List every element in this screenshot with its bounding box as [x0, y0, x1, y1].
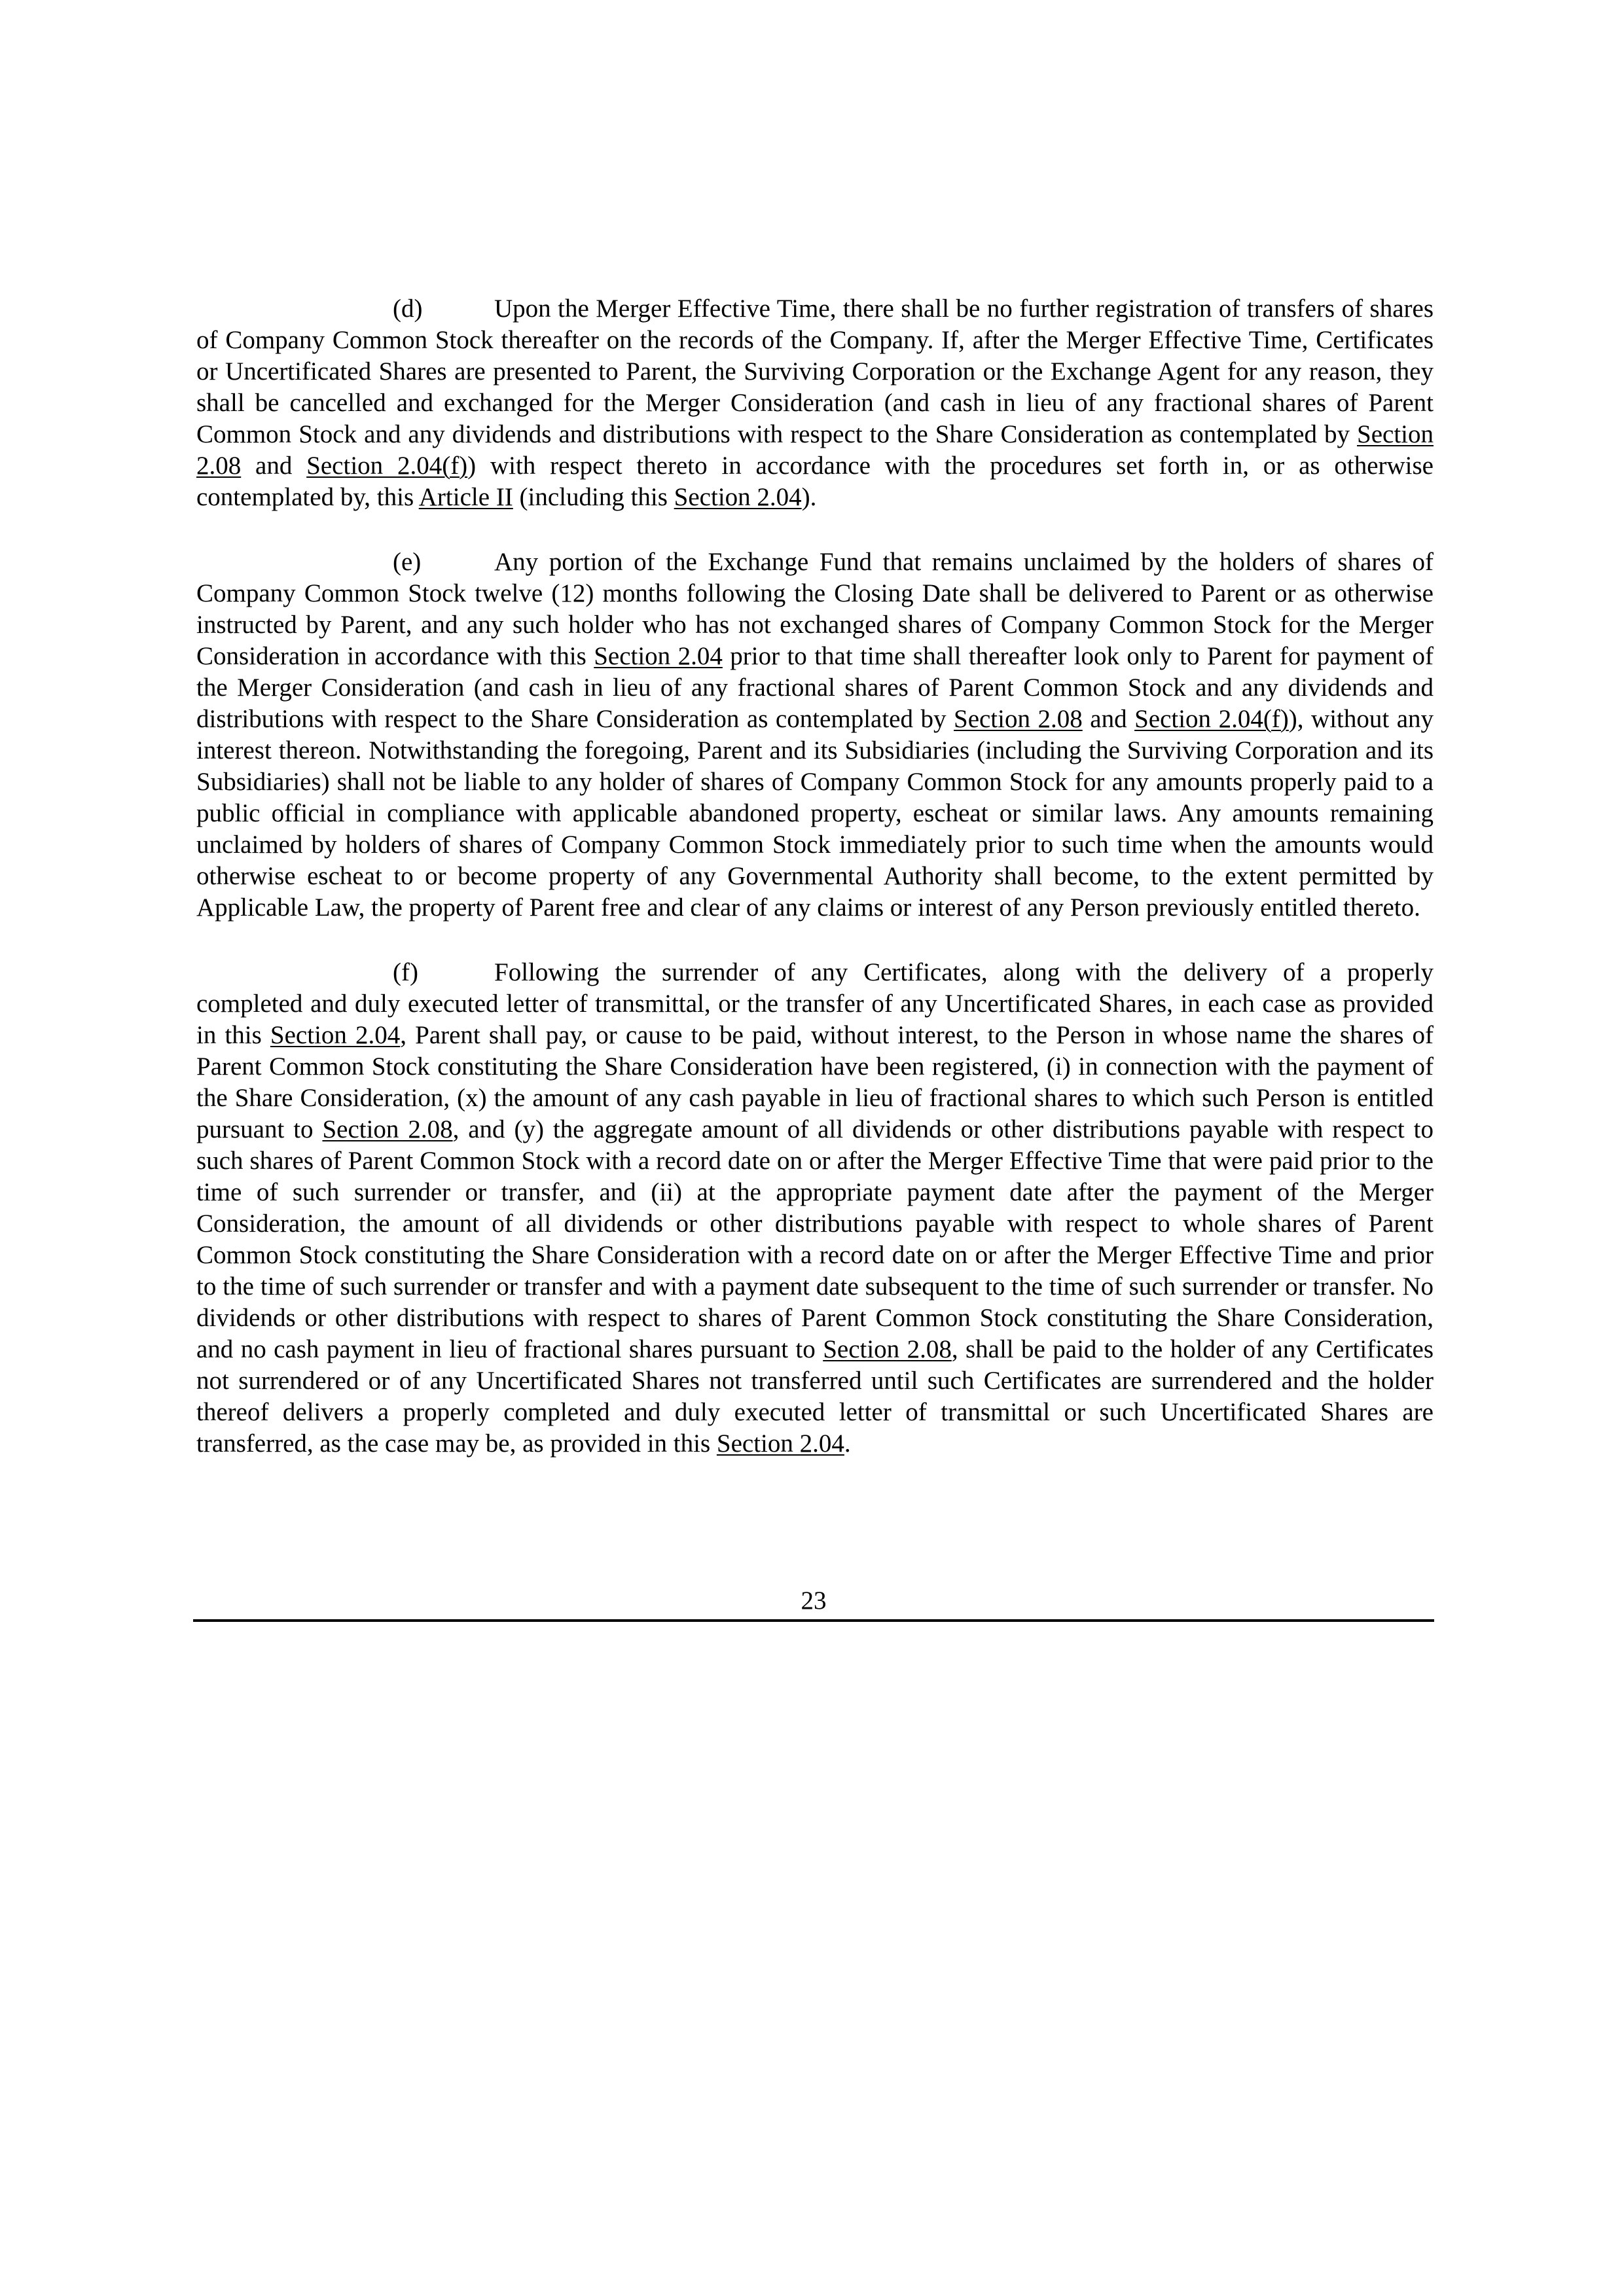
paragraph-d [196, 293, 1434, 513]
paragraph-text-run: ) with respect thereto in accordance with the procedures set forth in, or as otherwise contemplated by, this [196, 452, 1434, 511]
page-footer [193, 1585, 1434, 1622]
section-reference-link[interactable]: Section 2.04 [716, 1429, 844, 1458]
footer-rule [193, 1619, 1434, 1622]
paragraph-text-run: Any portion of the Exchange Fund that remains unclaimed by the holders of shares of Company Common Stock twelve (12) months following the Closing Date shall be delivered to Parent or as otherwise instructed by Parent, and any such holder who has not exchanged shares of Company Common Stock for the Merger Consideration in accordance with this [196, 548, 1434, 670]
paragraph-text-run: ), without any interest thereon. Notwithstanding the foregoing, Parent and its Subsidiaries (including the Surviving Corporation and its Subsidiaries) shall not be liable to any holder of shares of Company Common Stock for any amounts properly paid to a public official in compliance with applicable abandoned property, escheat or similar laws. Any amounts remaining unclaimed by holders of shares of Company Common Stock immediately prior to such time when the amounts would otherwise escheat to or become property of any Governmental Authority shall become, to the extent permitted by Applicable Law, the property of Parent free and clear of any claims or interest of any Person previously entitled thereto. [196, 705, 1434, 922]
section-reference-link[interactable]: Section 2.08 [322, 1115, 453, 1143]
paragraph-text-run: , Parent shall pay, or cause to be paid, without interest, to the Person in whose name the shares of Parent Common Stock constituting the Share Consideration have been registered, (i) in connection with the payment of the Share Consideration, (x) the amount of any cash payable in lieu of fractional shares to which such Person is entitled pursuant to [196, 1021, 1434, 1143]
document-body [196, 293, 1434, 1493]
paragraph-label: (e) [393, 548, 422, 576]
page-number: 23 [801, 1587, 827, 1615]
paragraph-text-run: , shall be paid to the holder of any Certificates not surrendered or of any Uncertificated Shares not transferred until such Certificates are surrendered and the holder thereof delivers a properly completed and duly executed letter of transmittal or such Uncertificated Shares are transferred, as the case may be, as provided in this [196, 1335, 1434, 1458]
section-reference-link[interactable]: Section 2.08 [823, 1335, 952, 1363]
paragraph-text-run: ). [801, 483, 817, 511]
paragraph-text [196, 548, 1434, 922]
paragraph-text-run: , and (y) the aggregate amount of all dividends or other distributions payable with respect to such shares of Parent Common Stock with a record date on or after the Merger Effective Time that were paid prior to the time of such surrender or transfer, and (ii) at the appropriate payment date after the payment of the Merger Consideration, the amount of all dividends or other distributions payable with respect to whole shares of Parent Common Stock constituting the Share Consideration with a record date on or after the Merger Effective Time and prior to the time of such surrender or transfer and with a payment date subsequent to the time of such surrender or transfer. No dividends or other distributions with respect to shares of Parent Common Stock constituting the Share Consideration, and no cash payment in lieu of fractional shares pursuant to [196, 1115, 1434, 1363]
paragraph-text-run: and [1082, 705, 1135, 733]
section-reference-link[interactable]: Section 2.08 [196, 420, 1434, 480]
section-reference-link[interactable]: Section 2.04 [674, 483, 802, 511]
paragraph-text-run: Following the surrender of any Certificates, along with the delivery of a properly completed and duly executed letter of transmittal, or the transfer of any Uncertificated Shares, in each case as provided in this [196, 958, 1434, 1049]
paragraph-text-run: Upon the Merger Effective Time, there shall be no further registration of transfers of shares of Company Common Stock thereafter on the records of the Company. If, after the Merger Effective Time, Certificates or Uncertificated Shares are presented to Parent, the Surviving Corporation or the Exchange Agent for any reason, they shall be cancelled and exchanged for the Merger Consideration (and cash in lieu of any fractional shares of Parent Common Stock and any dividends and distributions with respect to the Share Consideration as contemplated by [196, 295, 1434, 448]
paragraph-text-run: prior to that time shall thereafter look only to Parent for payment of the Merger Consideration (and cash in lieu of any fractional shares of Parent Common Stock and any dividends and distributions with respect to the Share Consideration as contemplated by [196, 642, 1434, 733]
paragraph-text-run: and [241, 452, 307, 480]
section-reference-link[interactable]: Section 2.04 [270, 1021, 401, 1049]
paragraph-text [196, 958, 1434, 1458]
section-reference-link[interactable]: Section 2.04(f) [1134, 705, 1289, 733]
paragraph-e [196, 547, 1434, 924]
section-reference-link[interactable]: Article II [418, 483, 513, 511]
paragraph-label: (f) [393, 958, 418, 986]
section-reference-link[interactable]: Section 2.04(f) [306, 452, 468, 480]
paragraph-text-run: . [844, 1429, 851, 1458]
paragraph-f [196, 957, 1434, 1460]
section-reference-link[interactable]: Section 2.04 [594, 642, 723, 670]
section-reference-link[interactable]: Section 2.08 [954, 705, 1083, 733]
paragraph-text [196, 295, 1434, 511]
paragraph-label: (d) [393, 295, 423, 323]
paragraph-text-run: (including this [513, 483, 674, 511]
